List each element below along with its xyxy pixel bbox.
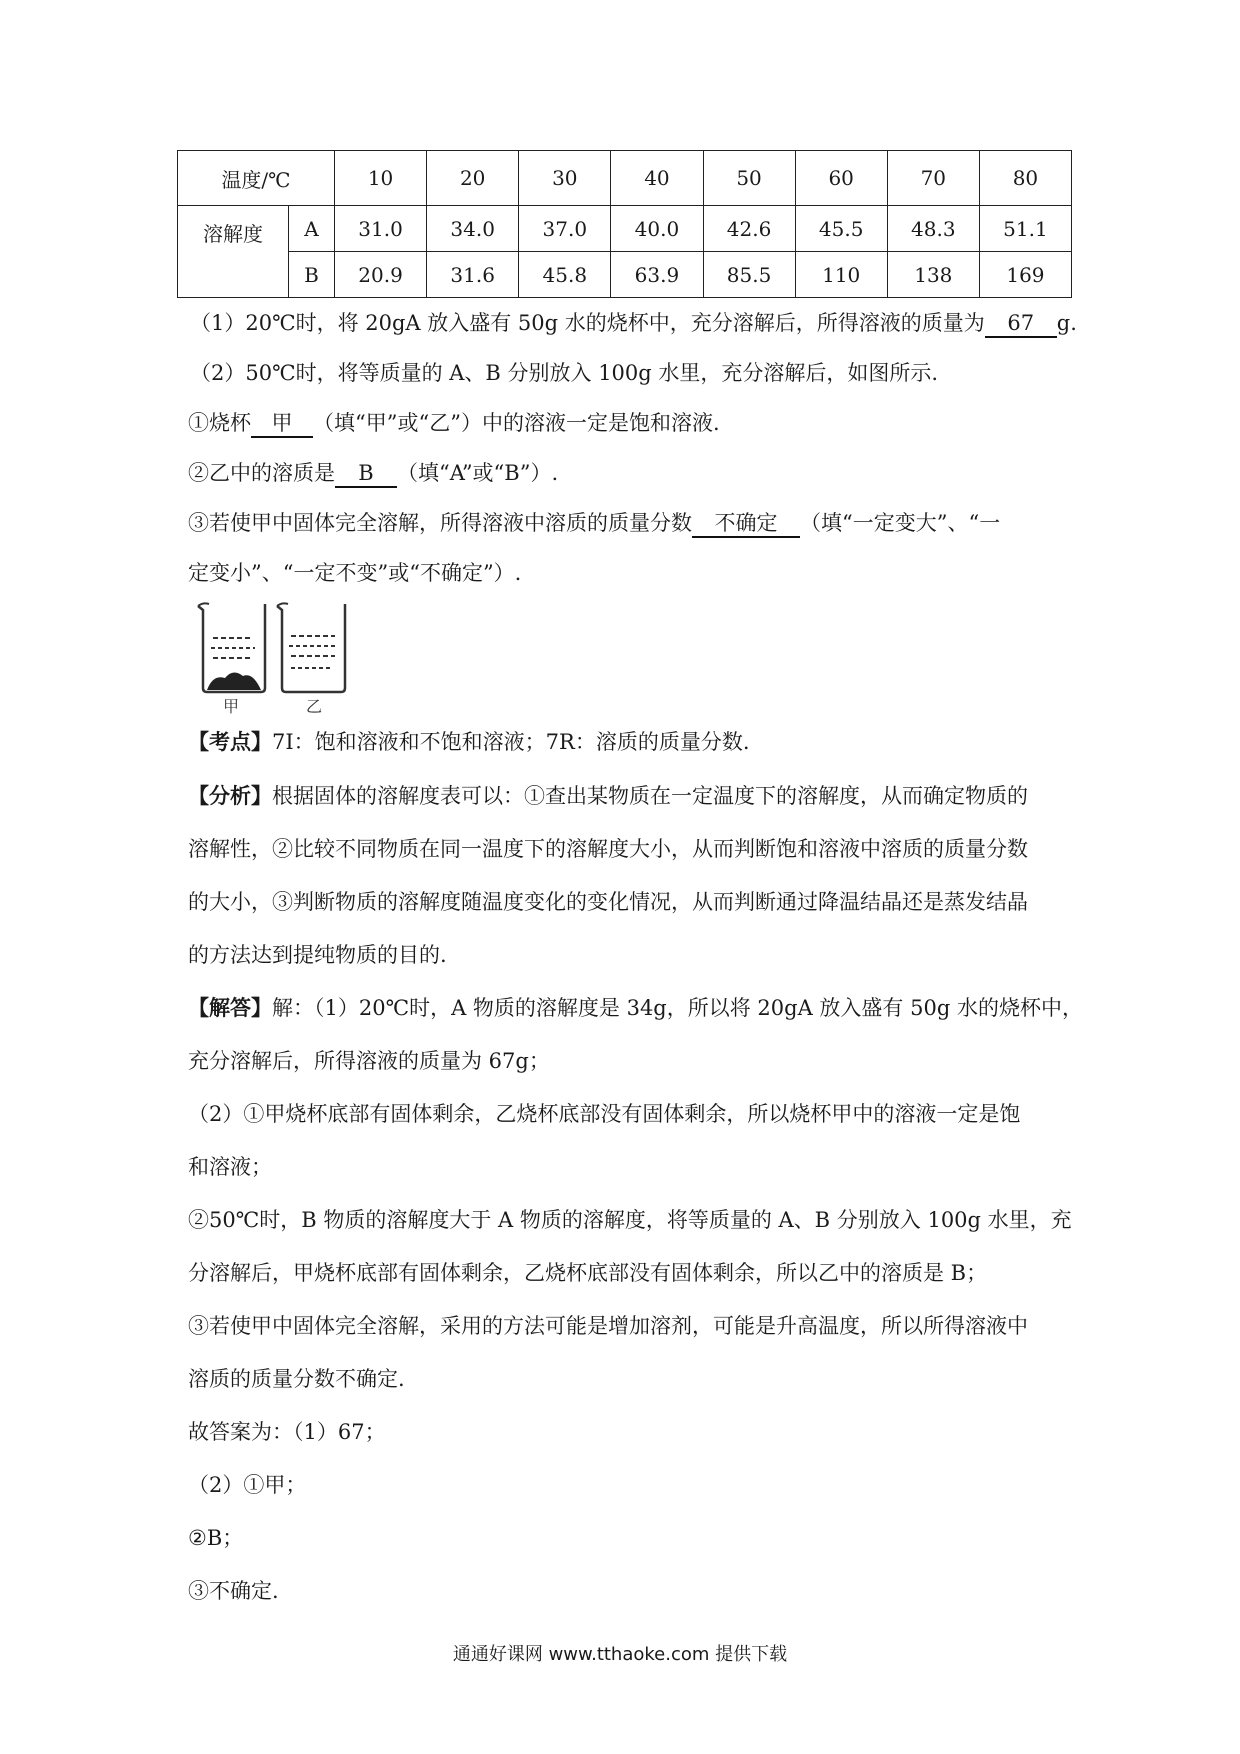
page-footer: 通通好课网 www.tthaoke.com 提供下载 — [452, 1644, 788, 1665]
table-row-b — [178, 252, 1072, 298]
jieda-line — [188, 993, 1083, 1023]
jieda-line: ②50℃时，B 物质的溶解度大于 A 物质的溶解度，将等质量的 A、B 分别放入 100g 水里，充 — [188, 1208, 1072, 1232]
jieda-line: 充分溶解后，所得溶液的质量为 67g； — [188, 1049, 550, 1073]
beaker-jia — [198, 603, 265, 692]
beakers-figure — [193, 598, 363, 716]
section-text: 解：（1）20℃时，A 物质的溶解度是 34g，所以将 20gA 放入盛有 50g 水的烧杯中， — [272, 996, 1083, 1020]
q2a-answer-blank: 甲 — [251, 410, 313, 438]
solubility-cell: 34.0 — [427, 206, 519, 252]
section-text: 7I：饱和溶液和不饱和溶液；7R：溶质的质量分数. — [272, 730, 750, 754]
fenxi-line: 溶解性，②比较不同物质在同一温度下的溶解度大小，从而判断饱和溶液中溶质的质量分数 — [188, 837, 1028, 861]
jieda-line: （2）①甲烧杯底部有固体剩余，乙烧杯底部没有固体剩余，所以烧杯甲中的溶液一定是饱 — [188, 1102, 1021, 1126]
temp-cell: 60 — [795, 151, 887, 206]
q2c-suffix: （填“一定变大”、“一 — [800, 511, 1001, 535]
solubility-cell: 169 — [979, 252, 1071, 298]
fenxi-line — [188, 781, 1028, 811]
temp-cell: 40 — [611, 151, 703, 206]
question-1 — [190, 308, 1077, 338]
solubility-cell: 138 — [887, 252, 979, 298]
fenxi-line: 的大小，③判断物质的溶解度随温度变化的变化情况，从而判断通过降温结晶还是蒸发结晶 — [188, 890, 1028, 914]
solubility-cell: 51.1 — [979, 206, 1071, 252]
beaker-yi — [277, 603, 345, 692]
question-2a — [188, 408, 720, 438]
q2b-suffix: （填“A”或“B”）. — [397, 461, 559, 485]
fenxi-line: 的方法达到提纯物质的目的. — [188, 943, 447, 967]
solubility-cell: 37.0 — [519, 206, 611, 252]
solubility-cell: 110 — [795, 252, 887, 298]
temp-cell: 20 — [427, 151, 519, 206]
solubility-table — [177, 150, 1072, 298]
q2a-suffix: （填“甲”或“乙”）中的溶液一定是饱和溶液. — [313, 411, 720, 435]
solubility-cell: 85.5 — [703, 252, 795, 298]
solubility-cell: 42.6 — [703, 206, 795, 252]
label-jia: 甲 — [223, 697, 240, 716]
solubility-label: 溶解度 — [178, 206, 289, 298]
solubility-cell: 40.0 — [611, 206, 703, 252]
solubility-cell: 31.0 — [335, 206, 427, 252]
q2c-text: ③若使甲中固体完全溶解，所得溶液中溶质的质量分数 — [188, 511, 692, 535]
jieda-line: 和溶液； — [188, 1155, 272, 1179]
temp-cell: 50 — [703, 151, 795, 206]
temperature-header: 温度/℃ — [178, 151, 335, 206]
answer-summary: （2）①甲； — [188, 1473, 307, 1497]
temp-cell: 80 — [979, 151, 1071, 206]
q2a-text: ①烧杯 — [188, 411, 251, 435]
section-head: 【解答】 — [188, 995, 272, 1020]
q2b-answer-blank: B — [335, 460, 397, 488]
answer-summary: ②B； — [188, 1526, 244, 1550]
section-text: 根据固体的溶解度表可以：①查出某物质在一定温度下的溶解度，从而确定物质的 — [272, 784, 1028, 808]
section-head: 【考点】 — [188, 729, 272, 754]
q1-suffix: g. — [1056, 311, 1077, 335]
kaodian — [188, 727, 750, 757]
label-yi: 乙 — [306, 697, 323, 716]
temp-cell: 10 — [335, 151, 427, 206]
question-2c-continued: 定变小”、“一定不变”或“不确定”）. — [188, 561, 522, 585]
temp-cell: 30 — [519, 151, 611, 206]
solubility-cell: 63.9 — [611, 252, 703, 298]
solubility-cell: 48.3 — [887, 206, 979, 252]
question-2c — [188, 508, 1000, 538]
answer-summary: ③不确定. — [188, 1579, 279, 1603]
solubility-cell: 45.5 — [795, 206, 887, 252]
section-head: 【分析】 — [188, 783, 272, 808]
jieda-line: 分溶解后，甲烧杯底部有固体剩余，乙烧杯底部没有固体剩余，所以乙中的溶质是 B； — [188, 1261, 988, 1285]
answer-summary: 故答案为：（1）67； — [188, 1420, 386, 1444]
table-header-row — [178, 151, 1072, 206]
substance-name: B — [289, 252, 335, 298]
solubility-cell: 20.9 — [335, 252, 427, 298]
q1-text: （1）20℃时，将 20gA 放入盛有 50g 水的烧杯中，充分溶解后，所得溶液的质量为 — [190, 311, 985, 335]
q2b-text: ②乙中的溶质是 — [188, 461, 335, 485]
q1-answer-blank: 67 — [985, 310, 1057, 338]
q2c-answer-blank: 不确定 — [692, 510, 800, 538]
solubility-cell: 31.6 — [427, 252, 519, 298]
question-2-intro: （2）50℃时，将等质量的 A、B 分别放入 100g 水里，充分溶解后，如图所示. — [190, 361, 939, 385]
temp-cell: 70 — [887, 151, 979, 206]
jieda-line: 溶质的质量分数不确定. — [188, 1367, 405, 1391]
question-2b — [188, 458, 558, 488]
table-row-a — [178, 206, 1072, 252]
solubility-cell: 45.8 — [519, 252, 611, 298]
jieda-line: ③若使甲中固体完全溶解，采用的方法可能是增加溶剂，可能是升高温度，所以所得溶液中 — [188, 1314, 1028, 1338]
substance-name: A — [289, 206, 335, 252]
